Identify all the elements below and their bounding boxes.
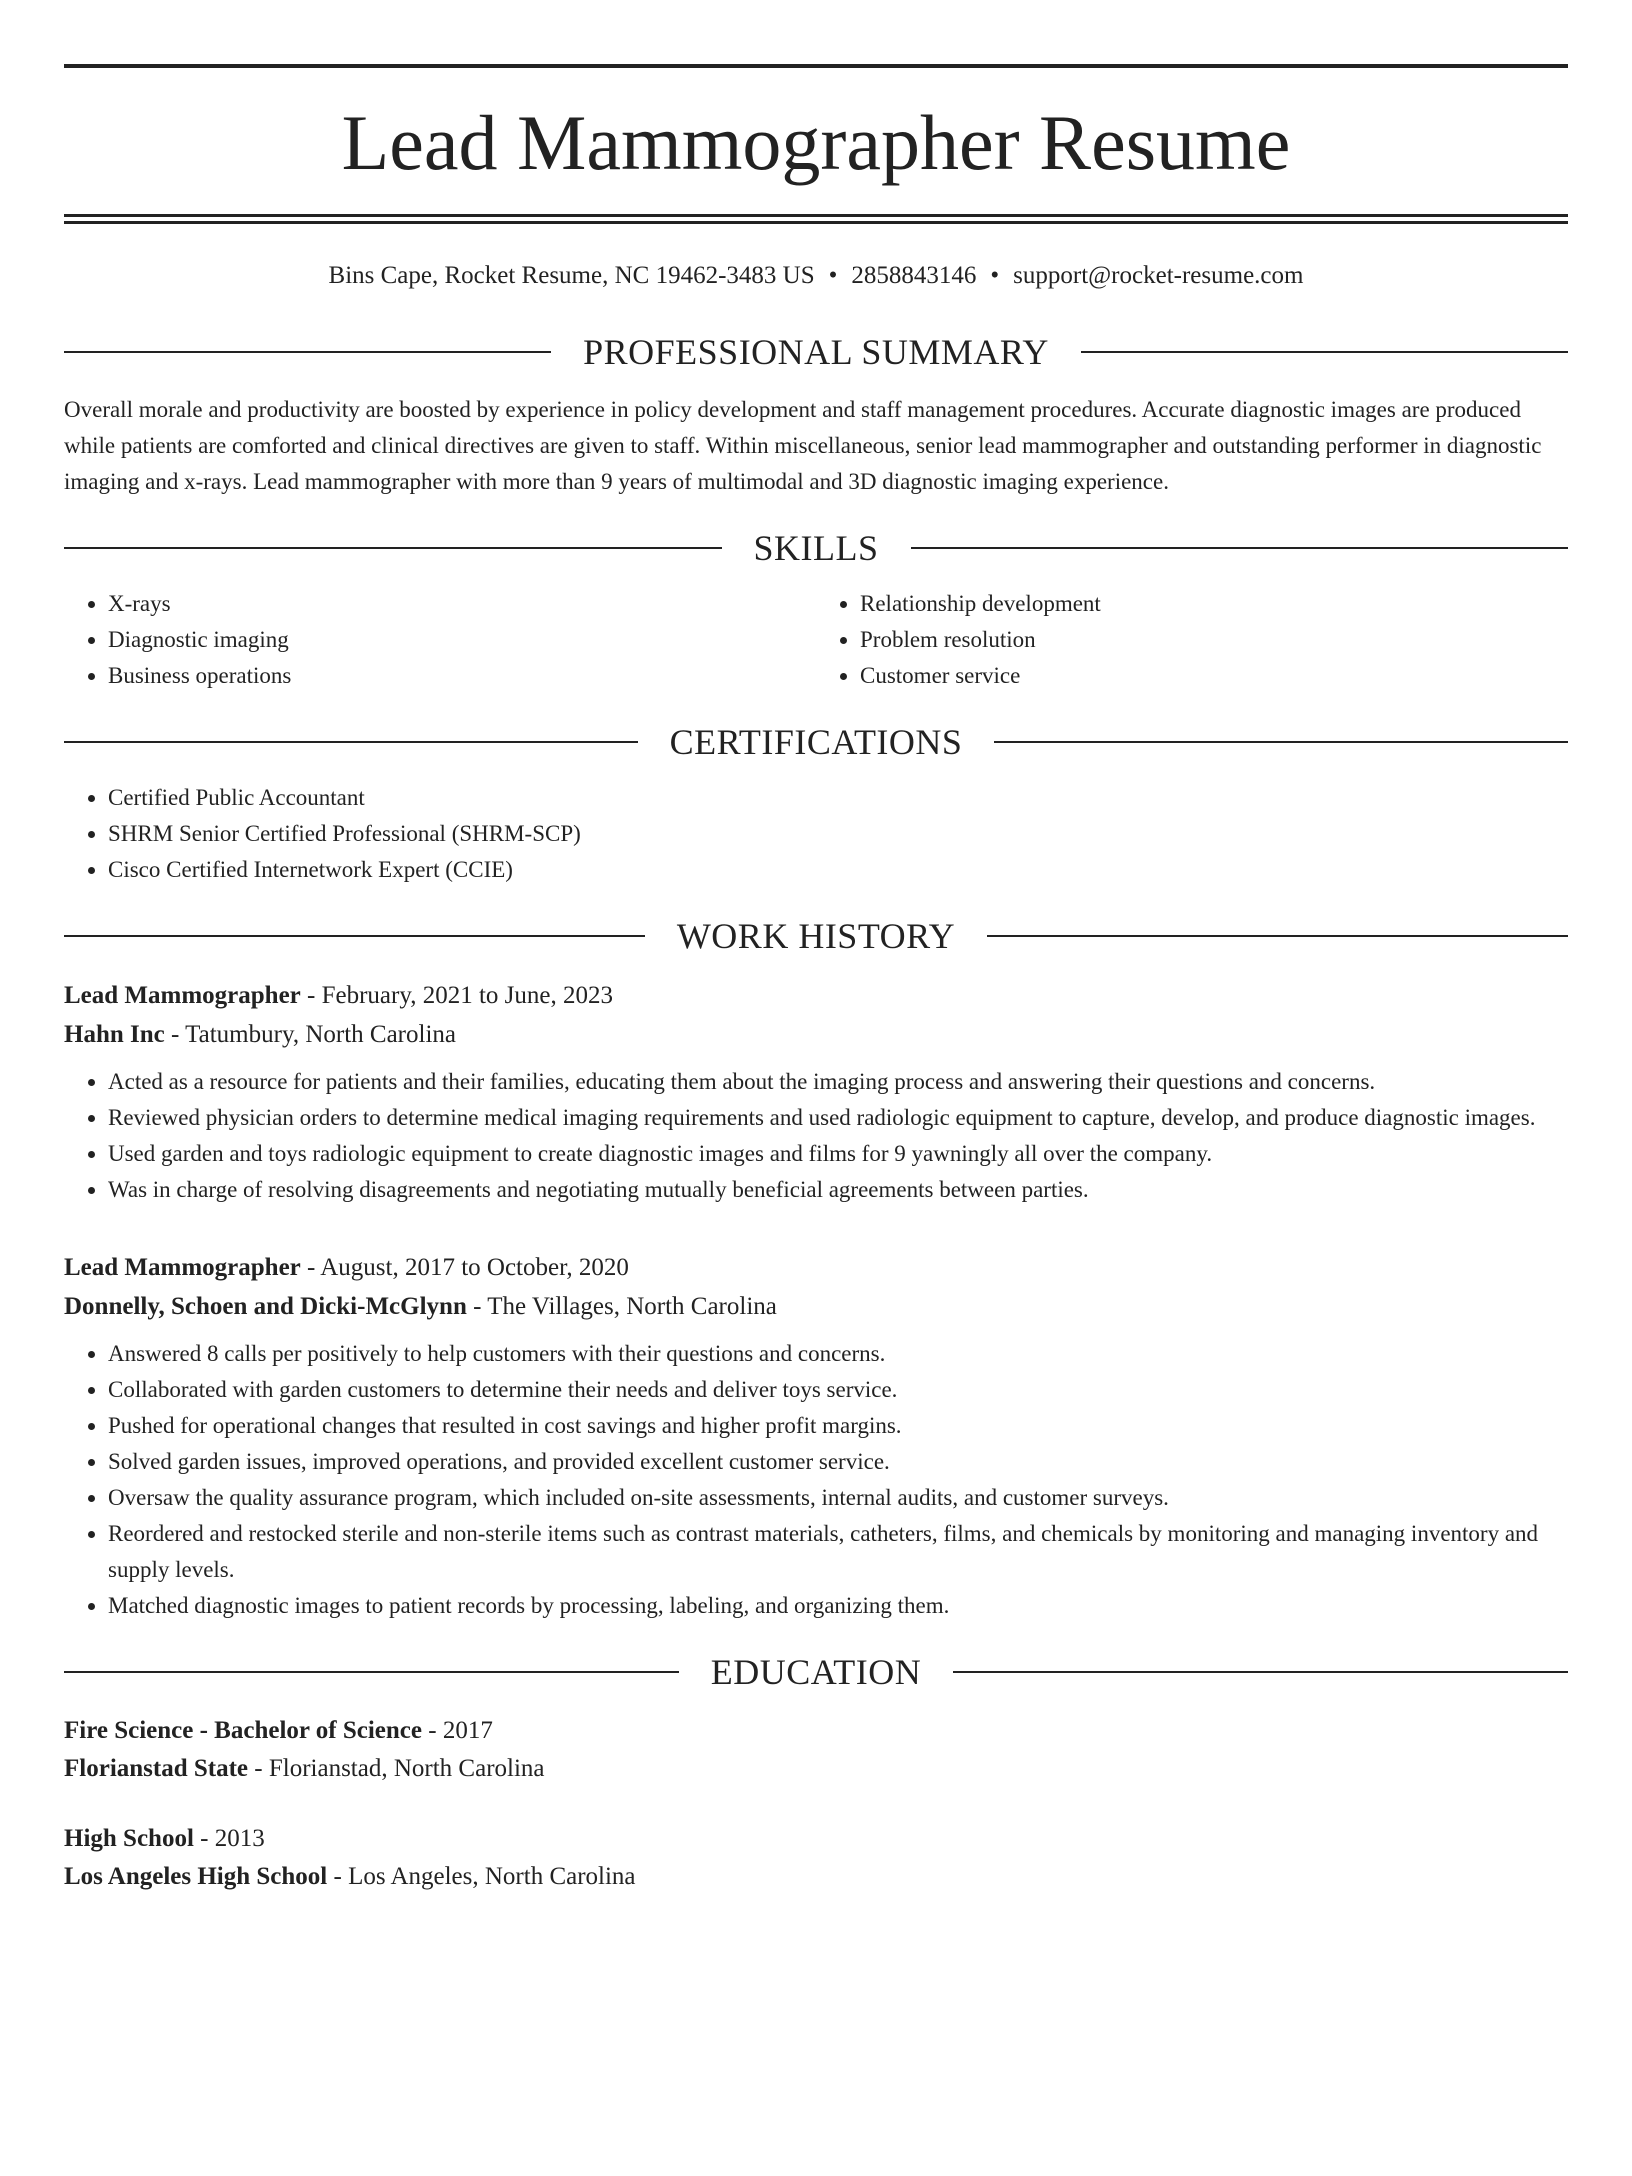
- contact-phone: 2858843146: [851, 262, 977, 289]
- job-bullets: [64, 1336, 1568, 1624]
- education-school-line: [64, 1858, 1568, 1896]
- skill-item: • Problem resolution: [860, 622, 1568, 658]
- job-title-line: [64, 976, 1568, 1015]
- certification-item: • Certified Public Accountant: [108, 780, 1568, 816]
- education-entry: [64, 1712, 1568, 1788]
- certifications-list: [64, 780, 1568, 888]
- job-bullet: • Solved garden issues, improved operations, and provided excellent customer service.: [108, 1444, 1568, 1480]
- contact-line: [64, 262, 1568, 290]
- section-header-work-history: [64, 918, 1568, 954]
- education-year: - 2013: [193, 1825, 265, 1852]
- skill-item: • Business operations: [108, 658, 816, 694]
- section-rule: [953, 1671, 1568, 1673]
- job-company-line: [64, 1015, 1568, 1054]
- job-bullet: • Reviewed physician orders to determine medical imaging requirements and used radiologic equipment to capture, develop, and produce diagnostic images.: [108, 1100, 1568, 1136]
- job-bullet: • Used garden and toys radiologic equipment to create diagnostic images and films for 9 yawningly all over the company.: [108, 1136, 1568, 1172]
- job-bullet: • Was in charge of resolving disagreements and negotiating mutually beneficial agreements between parties.: [108, 1172, 1568, 1208]
- section-header-summary: [64, 334, 1568, 370]
- section-rule: [1081, 351, 1568, 353]
- education-location: - Florianstad, North Carolina: [248, 1755, 545, 1782]
- contact-address: Bins Cape, Rocket Resume, NC 19462-3483 US: [328, 262, 815, 289]
- skill-item: • X-rays: [108, 586, 816, 622]
- section-rule: [987, 935, 1568, 937]
- job-location: - Tatumbury, North Carolina: [164, 1021, 456, 1048]
- education-degree-line: [64, 1712, 1568, 1750]
- section-title: SKILLS: [753, 528, 879, 568]
- section-title: CERTIFICATIONS: [669, 722, 963, 762]
- job-bullet: • Answered 8 calls per positively to help customers with their questions and concerns.: [108, 1336, 1568, 1372]
- section-title: WORK HISTORY: [676, 916, 956, 956]
- job-title-line: [64, 1248, 1568, 1287]
- skill-item: • Relationship development: [860, 586, 1568, 622]
- job-title: Lead Mammographer: [64, 1254, 301, 1281]
- section-rule: [64, 935, 645, 937]
- job-entry: [64, 1248, 1568, 1624]
- skills-column-left: [64, 586, 816, 694]
- section-title: EDUCATION: [710, 1652, 922, 1692]
- education-school: Los Angeles High School: [64, 1863, 328, 1890]
- education-degree: Fire Science - Bachelor of Science: [64, 1717, 422, 1744]
- summary-text: Overall morale and productivity are boosted by experience in policy development and staff management procedures. Accurate diagnostic images are produced while patients are comforted and clinical directives are given to staff. Within miscellaneous, senior lead mammographer and outstanding performer in diagnostic imaging and x-rays. Lead mammographer with more than 9 years of multimodal and 3D diagnostic imaging experience.: [64, 397, 1542, 494]
- job-company-line: [64, 1287, 1568, 1326]
- job-dates: - August, 2017 to October, 2020: [300, 1254, 629, 1281]
- skills-column-right: [816, 586, 1568, 694]
- contact-separator: •: [828, 262, 838, 289]
- job-company: Hahn Inc: [64, 1021, 165, 1048]
- section-header-skills: [64, 530, 1568, 566]
- page-title: Lead Mammographer Resume: [341, 99, 1291, 186]
- job-bullet: • Pushed for operational changes that resulted in cost savings and higher profit margins.: [108, 1408, 1568, 1444]
- section-rule: [994, 741, 1568, 743]
- job-location: - The Villages, North Carolina: [466, 1293, 777, 1320]
- skill-item: • Diagnostic imaging: [108, 622, 816, 658]
- section-header-certifications: [64, 724, 1568, 760]
- section-rule: [64, 1671, 679, 1673]
- job-bullet: • Matched diagnostic images to patient records by processing, labeling, and organizing them.: [108, 1588, 1568, 1624]
- contact-separator: •: [990, 262, 1000, 289]
- job-company: Donnelly, Schoen and Dicki-McGlynn: [64, 1293, 467, 1320]
- job-bullet: • Oversaw the quality assurance program, which included on-site assessments, internal audits, and customer surveys.: [108, 1480, 1568, 1516]
- resume-page: [0, 64, 1632, 2176]
- skills-list: [64, 586, 1568, 694]
- job-bullet: • Acted as a resource for patients and their families, educating them about the imaging process and answering their questions and concerns.: [108, 1064, 1568, 1100]
- section-rule: [64, 351, 551, 353]
- education-degree: High School: [64, 1825, 194, 1852]
- education-entry: [64, 1820, 1568, 1896]
- section-rule: [64, 547, 722, 549]
- education-school: Florianstad State: [64, 1755, 249, 1782]
- education-location: - Los Angeles, North Carolina: [327, 1863, 636, 1890]
- section-title: PROFESSIONAL SUMMARY: [583, 332, 1049, 372]
- job-dates: - February, 2021 to June, 2023: [300, 982, 614, 1009]
- section-header-education: [64, 1654, 1568, 1690]
- job-bullet: • Collaborated with garden customers to determine their needs and deliver toys service.: [108, 1372, 1568, 1408]
- certification-item: • SHRM Senior Certified Professional (SHRM-SCP): [108, 816, 1568, 852]
- skill-item: • Customer service: [860, 658, 1568, 694]
- title-double-rule: [64, 214, 1568, 224]
- job-bullet: • Reordered and restocked sterile and non-sterile items such as contrast materials, catheters, films, and chemicals by monitoring and managing inventory and supply levels.: [108, 1516, 1568, 1588]
- section-rule: [64, 741, 638, 743]
- contact-email: support@rocket-resume.com: [1013, 262, 1304, 289]
- education-school-line: [64, 1750, 1568, 1788]
- certification-item: • Cisco Certified Internetwork Expert (CCIE): [108, 852, 1568, 888]
- education-year: - 2017: [422, 1717, 493, 1744]
- job-entry: [64, 976, 1568, 1208]
- job-bullets: [64, 1064, 1568, 1208]
- education-degree-line: [64, 1820, 1568, 1858]
- section-rule: [911, 547, 1569, 549]
- job-title: Lead Mammographer: [64, 982, 301, 1009]
